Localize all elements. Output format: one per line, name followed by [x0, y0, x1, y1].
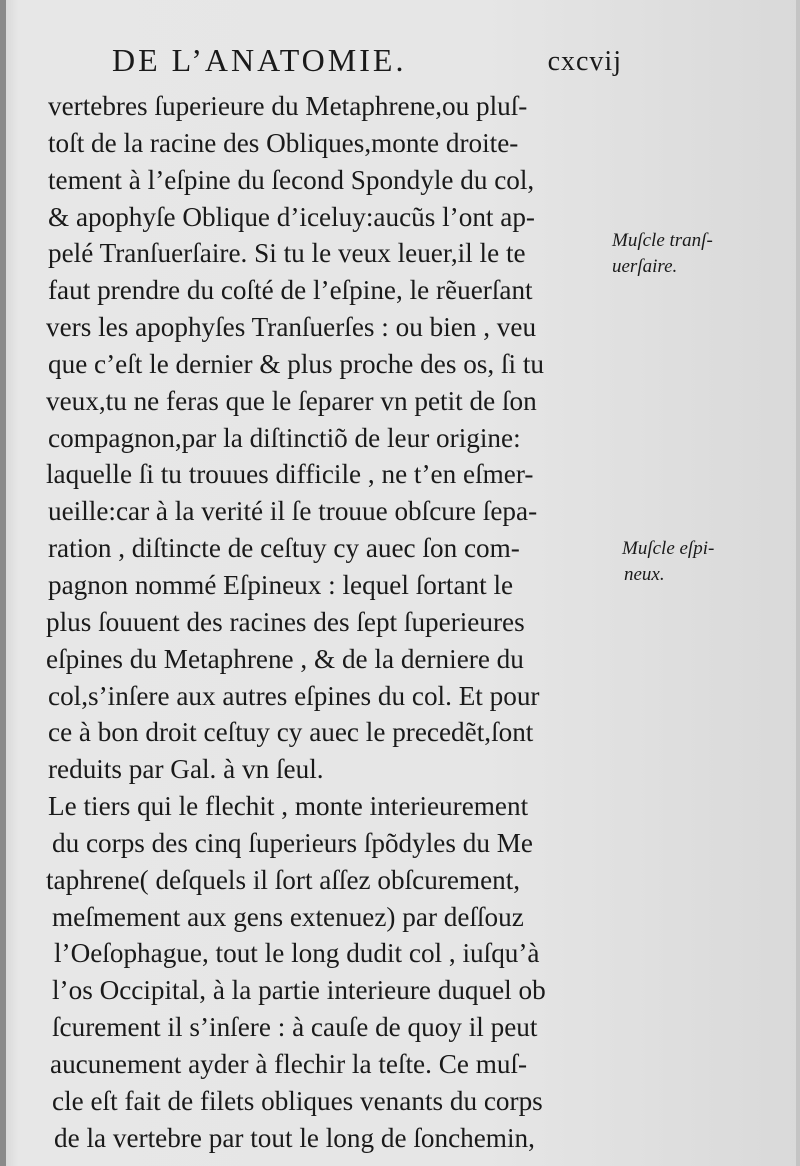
text-line: cle eſt fait de filets obliques venants du corps: [52, 1085, 543, 1116]
text-line: vertebres ſuperieure du Metaphrene,ou pluſ-: [48, 91, 528, 121]
marginal-note-espineux: [622, 536, 714, 588]
text-line: de la vertebre par tout le long de ſonchemin,: [54, 1122, 535, 1153]
marginal-note-transversaire: [612, 228, 713, 280]
text-line: ueille:car à la verité il ſe trouue obſcure ſepa-: [48, 496, 538, 527]
text-line: reduits par Gal. à vn ſeul.: [48, 754, 324, 785]
text-line: Le tiers qui le flechit , monte interieurement: [48, 791, 529, 822]
text-line: du corps des cinq ſuperieurs ſpõdyles du Me: [52, 827, 533, 858]
gutter-shadow: [0, 0, 6, 1166]
text-line: faut prendre du coſté de l’eſpine, le rẽuerſant: [48, 275, 533, 306]
text-line: ration , diſtincte de ceſtuy cy auec ſon com-: [48, 533, 520, 564]
text-line: aucunement ayder à flechir la teſte. Ce muſ-: [50, 1048, 528, 1079]
text-line: l’Oeſophague, tout le long dudit col , iuſqu’à: [54, 938, 540, 969]
text-line: taphrene( deſquels il ſort aſſez obſcurement,: [46, 864, 521, 895]
running-title: DE L’ANATOMIE.: [112, 42, 407, 78]
text-line: & apophyſe Oblique d’iceluy:aucũs l’ont ap-: [48, 201, 535, 232]
marginal-line: neux.: [624, 564, 665, 585]
text-line: ce à bon droit ceſtuy cy auec le precedẽt,ſont: [48, 717, 534, 748]
text-line: l’os Occipital, à la partie interieure duquel ob: [52, 975, 546, 1006]
marginal-line: Muſcle tranſ-: [612, 230, 713, 251]
text-line: col,s’inſere aux autres eſpines du col. Et pour: [48, 680, 540, 711]
folio-number: cxcvij: [547, 46, 622, 77]
text-line: eſpines du Metaphrene , & de la derniere du: [46, 643, 524, 674]
text-line: laquelle ſi tu trouues difficile , ne t’en eſmer-: [46, 459, 534, 490]
marginal-line: Muſcle eſpi-: [622, 538, 715, 559]
body-text: [46, 88, 626, 1156]
running-head: [112, 42, 622, 86]
text-line: ſcurement il s’inſere : à cauſe de quoy il peut: [52, 1012, 538, 1043]
text-line: vers les apophyſes Tranſuerſes : ou bien , veu: [46, 312, 537, 343]
marginal-line: uerſaire.: [612, 256, 678, 277]
text-line: pelé Tranſuerſaire. Si tu le veux leuer,il le te: [48, 238, 526, 269]
text-line: que c’eſt le dernier & plus proche des os, ſi tu: [48, 348, 545, 379]
page-edge: [796, 0, 800, 1166]
text-line: veux,tu ne feras que le ſeparer vn petit de ſon: [46, 385, 537, 416]
text-line: compagnon,par la diſtinctiõ de leur origine:: [48, 422, 521, 453]
text-line: meſmement aux gens extenuez) par deſſouz: [52, 901, 524, 932]
text-line: tement à l’eſpine du ſecond Spondyle du col,: [48, 164, 535, 195]
text-line: pagnon nommé Eſpineux : lequel ſortant le: [48, 569, 514, 600]
text-line: plus ſouuent des racines des ſept ſuperieures: [46, 606, 525, 637]
text-line: toſt de la racine des Obliques,monte droite-: [48, 127, 519, 158]
